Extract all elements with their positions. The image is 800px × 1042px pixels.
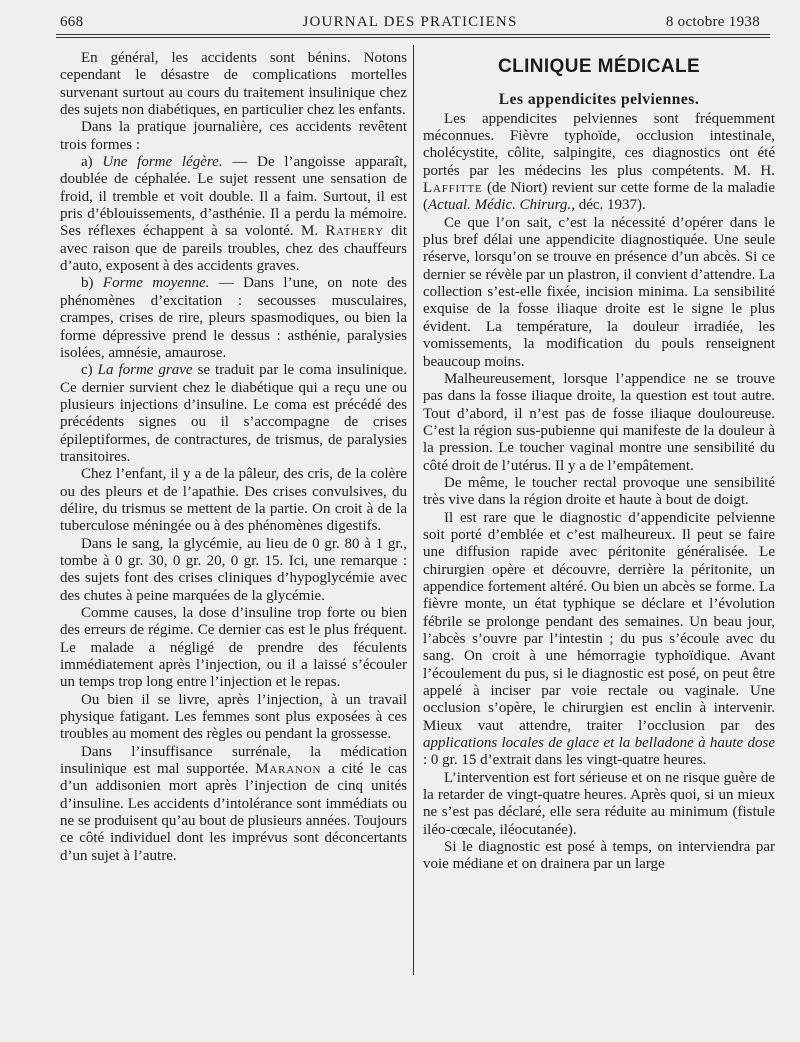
citation: Actual. Médic. Chirurg. (428, 197, 572, 214)
paragraph: b) Forme moyenne. — Dans l’une, on note des phénomènes d’excitation : secousses musculaires, crampes, crises de rire, pleurs spasmodiques, ou bien la forme dépressive prend le dessus : asthénie, paralysies isolées, amnésie, amaurose. (60, 275, 408, 361)
section-title: CLINIQUE MÉDICALE (497, 56, 701, 77)
paragraph: Les appendicites pelviennes sont fréquemment méconnues. Fièvre typhoïde, occlusion intestinale, cholécystite, côlite, salpingite, ces diagnostics ont été portés par les médecins les plus compétents. M. H. Laffitte (de Niort) revient sur cette forme de la maladie (Actual. Médic. Chirurg., déc. 1937). (423, 110, 775, 214)
page-number: 668 (60, 14, 84, 30)
header-rule-2 (56, 37, 770, 38)
paragraph: Chez l’enfant, il y a de la pâleur, des cris, de la colère ou des pleurs et de l’apathie. Des crises convulsives, du délire, du trismus se mettent de la partie. On croit à de la tuberculose méningée ou à des phénomènes digestifs. (60, 466, 407, 535)
column-divider (413, 45, 414, 975)
paragraph: Si le diagnostic est posé à temps, on interviendra par voie médiane et on drainera par un large (423, 839, 775, 873)
page-header (60, 14, 760, 36)
paragraph: En général, les accidents sont bénins. Notons cependant le désastre de complications mortelles survenant surtout au cours du traitement insulinique chez des sujets non diabétiques, en particulier chez les enfants. (60, 50, 407, 119)
author-name: Rathery (325, 223, 384, 240)
left-column (60, 50, 407, 865)
journal-title: JOURNAL DES PRATICIENS (302, 14, 518, 30)
author-name: Laffitte (423, 180, 483, 197)
paragraph: L’intervention est fort sérieuse et on ne risque guère de la retarder de vingt-quatre heures. Après quoi, si un mieux ne s’est pas déclaré, elle sera réduite au minimum (fistule iléo-cœcale, iléocutanée). (423, 769, 775, 838)
paragraph: a) Une forme légère. — De l’angoisse apparaît, doublée de céphalée. Le sujet ressent une sensation de froid, il tremble et voit double. Il a faim. Surtout, il est pris d’éblouissements, d’asthénie. Il a perdu la mémoire. Ses réflexes échappent à sa volonté. M. Rathery dit avec raison que de pareils troubles, chez des chauffeurs d’auto, exposent à des accidents graves. (60, 154, 407, 275)
paragraph: De même, le toucher rectal provoque une sensibilité très vive dans la région droite et haute à bout de doigt. (423, 474, 775, 509)
article-title: Les appendicites pelviennes. (498, 91, 700, 109)
paragraph: c) La forme grave se traduit par le coma insulinique. Ce dernier survient chez le diabétique qui a reçu une ou plusieurs injections d’insuline. Le coma est précédé des précédents signes ou il s’accompagne de crises épileptiformes, de contractures, de trismus, de paralysies transitoires. (60, 362, 407, 465)
paragraph: Ce que l’on sait, c’est la nécessité d’opérer dans le plus bref délai une appendicite diagnostiquée. Une seule réserve, lorsqu’on se trouve en présence d’un abcès. Si ce dernier se révèle par un plastron, il convient d’attendre. La collection s’est-elle fixée, incision minima. La sensibilité exquise de la fosse iliaque droite est le signe le plus évident. La température, la douleur irradiée, les vomissements, la modification du pouls renseignent beaucoup moins. (423, 214, 775, 370)
author-name: Maranon (255, 761, 322, 778)
paragraph: Dans l’insuffisance surrénale, la médication insulinique est mal supportée. Maranon a cité le cas d’un addisonien mort après l’injection de cinq unités d’insuline. Les accidents d’intolérance sont immédiats ou ne se produisent qu’au bout de plusieurs années. Toujours ce côté individuel dont les imprévus sont déconcertants d’un sujet à l’autre. (60, 743, 407, 864)
paragraph: Il est rare que le diagnostic d’appendicite pelvienne soit porté d’emblée et c’est malheureux. Il peut se faire une diffusion rapide avec péritonite généralisée. Le chirurgien opère et découvre, derrière la péritonite, un appendice fortement altéré. Ou bien un abcès se forme. La fièvre monte, un état typhique se déclare et l’évolution fébrile se prolonge pendant des semaines. Un beau jour, l’abcès s’ouvre par l’intestin ; du pus s’écoule avec du sang. On croit à une hémorragie typhoïdique. Avant l’écoulement du pus, si le diagnostic est posé, on peut être appelé à inciser par voie rectale ou vaginale. Une occlusion s’opère, le chirurgien est enclin à intervenir. Mieux vaut attendre, traiter l’occlusion par des applications locales de glace et la belladone à haute dose : 0 gr. 15 d’extrait dans les vingt-quatre heures. (423, 509, 775, 769)
paragraph: Malheureusement, lorsque l’appendice ne se trouve pas dans la fosse iliaque droite, la question est tout autre. Tout d’abord, il n’est pas de fosse iliaque douloureuse. C’est la région sus-pubienne qui manifeste de la douleur à la pression. Le toucher vaginal montre une sensibilité du côté droit de l’utérus. Il y a de l’empâtement. (423, 370, 775, 474)
paragraph: Ou bien il se livre, après l’injection, à un travail physique fatigant. Les femmes sont plus exposées à ces troubles au moment des règles ou pendant la grossesse. (60, 691, 407, 743)
issue-date: 8 octobre 1938 (665, 14, 760, 30)
right-column (423, 50, 775, 874)
paragraph: Comme causes, la dose d’insuline trop forte ou bien des erreurs de régime. Ce dernier cas est le plus fréquent. Le malade a négligé de prendre des féculents immédiatement après l’injection, ou il a laissé s’écouler un temps trop long entre l’injection et le repas. (60, 605, 407, 691)
paragraph: Dans le sang, la glycémie, au lieu de 0 gr. 80 à 1 gr., tombe à 0 gr. 30, 0 gr. 20, 0 gr. 15. Ici, une remarque : des sujets font des crises cliniques d’hypoglycémie avec des chutes à peine marquées de la glycémie. (60, 535, 407, 604)
paragraph: Dans la pratique journalière, ces accidents revêtent trois formes : (60, 119, 407, 153)
header-rule (56, 34, 770, 35)
